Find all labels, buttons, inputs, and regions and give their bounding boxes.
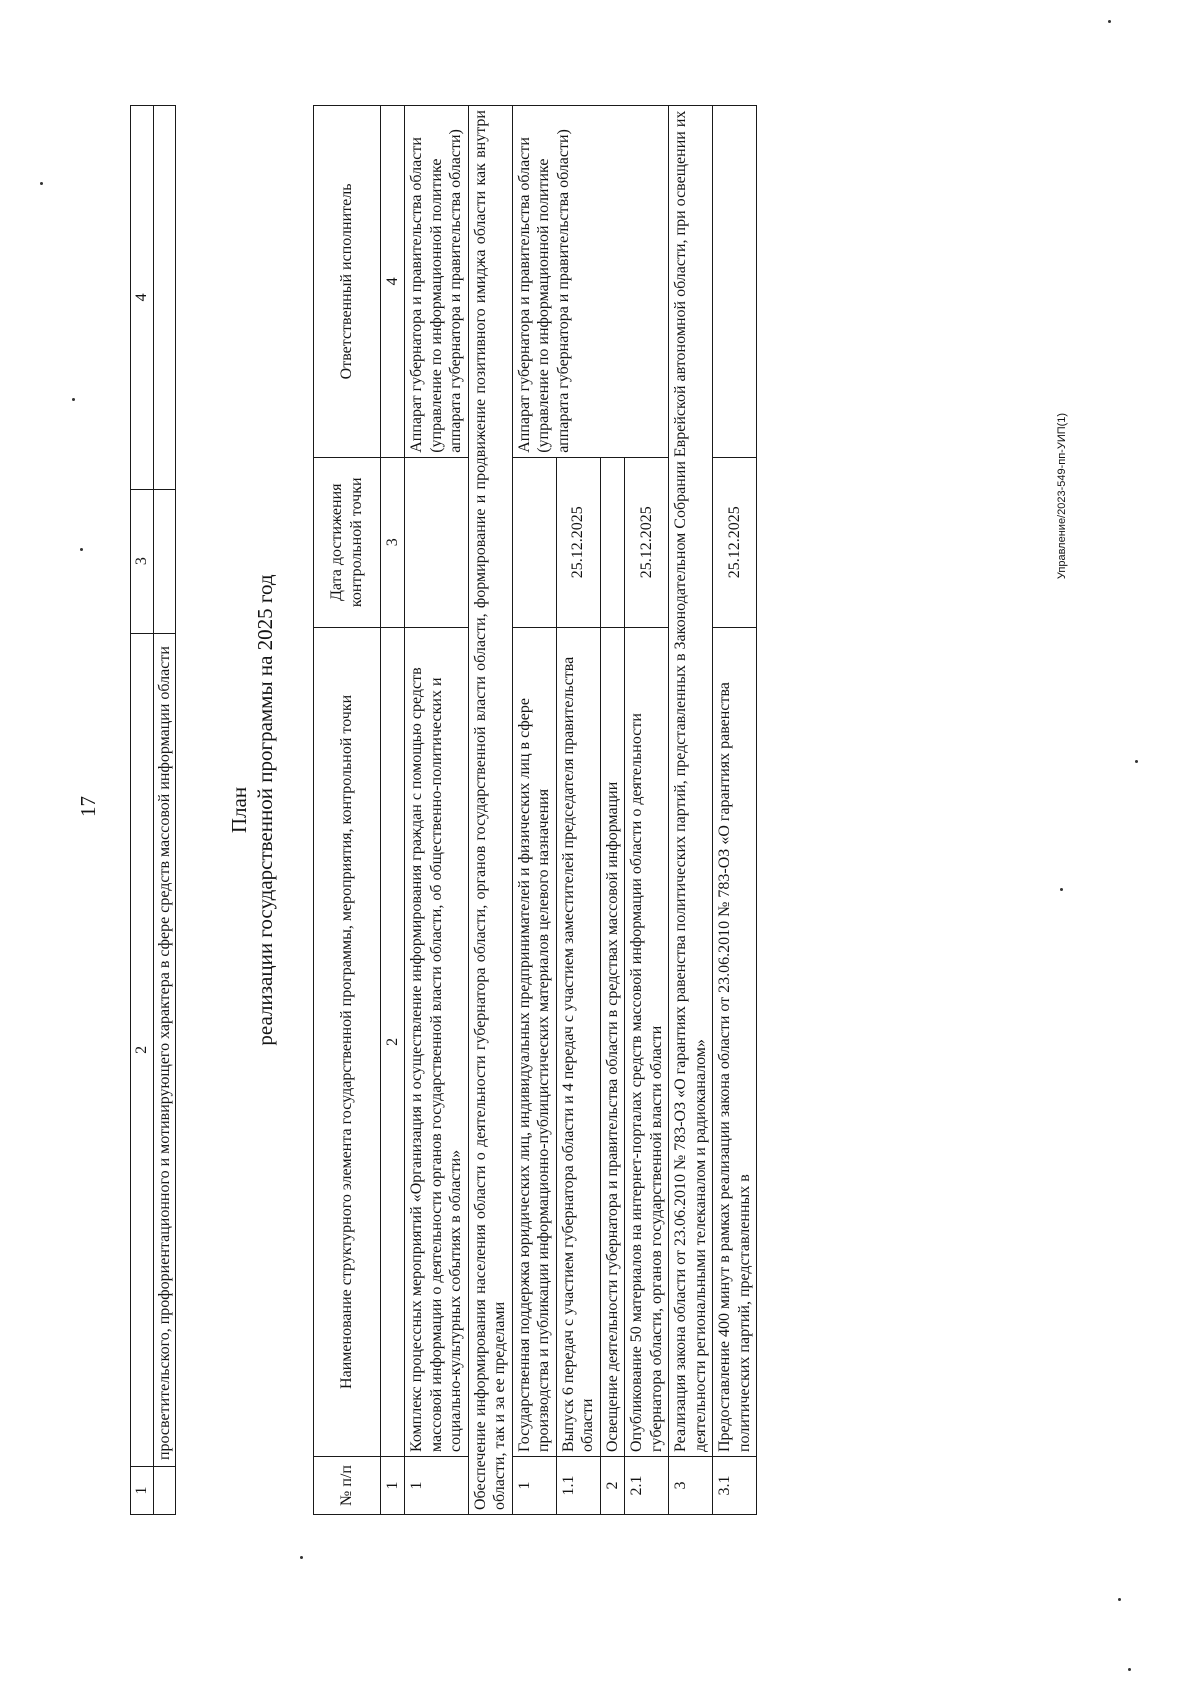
row-number: 3: [669, 1457, 713, 1515]
col-number-1: 1: [380, 1457, 405, 1515]
col-number-3: 3: [380, 457, 405, 627]
row-number: 1.1: [556, 1457, 600, 1515]
row-date: [405, 457, 469, 627]
previous-table-continuation: [130, 105, 176, 1515]
table-row: [512, 106, 556, 1515]
header-num: № п/п: [313, 1457, 380, 1515]
col-number-4: 4: [380, 106, 405, 458]
row-number: 2.1: [625, 1457, 669, 1515]
row-number: 2: [600, 1457, 625, 1515]
scan-speck: [1108, 20, 1111, 23]
row-responsible: Аппарат губернатора и правительства области (управление по информационной политике аппарата губернатора и правительства области): [512, 106, 669, 458]
scan-speck: [1060, 888, 1063, 891]
row-name: Реализация закона области от 23.06.2010 № 783-ОЗ «О гарантиях равенства политических партий, представленных в Законодательном Собрании Еврейской автономной области, при освещении их деятельности региональными телеканалом и радиоканалом»: [669, 106, 713, 1457]
header-date: Дата достижения контрольной точки: [313, 457, 380, 627]
row-name: Выпуск 6 передач с участием губернатора области и 4 передач с участием заместителей председателя правительства области: [556, 627, 600, 1456]
plan-table: [313, 105, 758, 1515]
scan-speck: [1128, 1668, 1131, 1671]
task-row: [468, 106, 512, 1515]
col-number-2: 2: [380, 627, 405, 1456]
cell-empty: [153, 1467, 176, 1515]
column-number-row: [380, 106, 405, 1515]
rotated-page-content: [130, 105, 757, 1515]
page-number: 17: [76, 796, 100, 817]
scan-speck: [80, 548, 83, 551]
footer-document-code: Управление/2023-549-пп-УИП(1): [1056, 412, 1068, 580]
row-name: Освещение деятельности губернатора и правительства области в средствах массовой информации: [600, 627, 625, 1456]
row-name: Государственная поддержка юридических лиц, индивидуальных предпринимателей и физических лиц в сфере производства и публикации информационно-публицистических материалов целевого назначения: [512, 627, 556, 1456]
row-responsible: Аппарат губернатора и правительства области (управление по информационной политике аппарата губернатора и правительства области): [405, 106, 469, 458]
row-name: Комплекс процессных мероприятий «Организация и осуществление информирования граждан с помощью средств массовой информации о деятельности органов государственной власти области, об общественно-политических и социально-культурных событиях в области»: [405, 627, 469, 1456]
header-row: [313, 106, 380, 1515]
cell-empty: [153, 106, 176, 490]
cell-text: просветительского, профориентационного и мотивирующего характера в сфере средств массовой информации области: [153, 633, 176, 1466]
column-number-row: [131, 106, 154, 1515]
table-row: [669, 106, 713, 1515]
col-number-4: 4: [131, 106, 154, 490]
scan-speck: [40, 182, 43, 185]
header-name: Наименование структурного элемента государственной программы, мероприятия, контрольной точки: [313, 627, 380, 1456]
row-date: [600, 457, 625, 627]
scan-speck: [1135, 760, 1138, 763]
row-responsible: [713, 106, 757, 458]
col-number-2: 2: [131, 633, 154, 1466]
header-responsible: Ответственный исполнитель: [313, 106, 380, 458]
scan-speck: [1118, 1598, 1121, 1601]
plan-heading: [226, 105, 279, 1515]
task-text: Обеспечение информирования населения области о деятельности губернатора области, органов государственной власти области, формирование и продвижение позитивного имиджа области как внутри области, так и за ее пределами: [468, 106, 512, 1515]
scan-speck: [300, 1556, 303, 1559]
table-row: [713, 106, 757, 1515]
col-number-1: 1: [131, 1467, 154, 1515]
row-name: Предоставление 400 минут в рамках реализации закона области от 23.06.2010 № 783-ОЗ «О гарантиях равенства политических партий, представленных в: [713, 627, 757, 1456]
table-row: [153, 106, 176, 1515]
row-number: 1: [512, 1457, 556, 1515]
plan-title: План: [227, 786, 252, 834]
scan-speck: [72, 398, 75, 401]
row-date: 25.12.2025: [713, 457, 757, 627]
row-date: 25.12.2025: [556, 457, 600, 627]
row-number: 3.1: [713, 1457, 757, 1515]
plan-subtitle: реализации государственной программы на 2025 год: [253, 574, 278, 1046]
cell-empty: [153, 489, 176, 633]
row-name: Опубликование 50 материалов на интернет-порталах средств массовой информации области о деятельности губернатора области, органов государственной власти области: [625, 627, 669, 1456]
row-number: 1: [405, 1457, 469, 1515]
row-date: [512, 457, 556, 627]
col-number-3: 3: [131, 489, 154, 633]
complex-row: [405, 106, 469, 1515]
row-date: 25.12.2025: [625, 457, 669, 627]
